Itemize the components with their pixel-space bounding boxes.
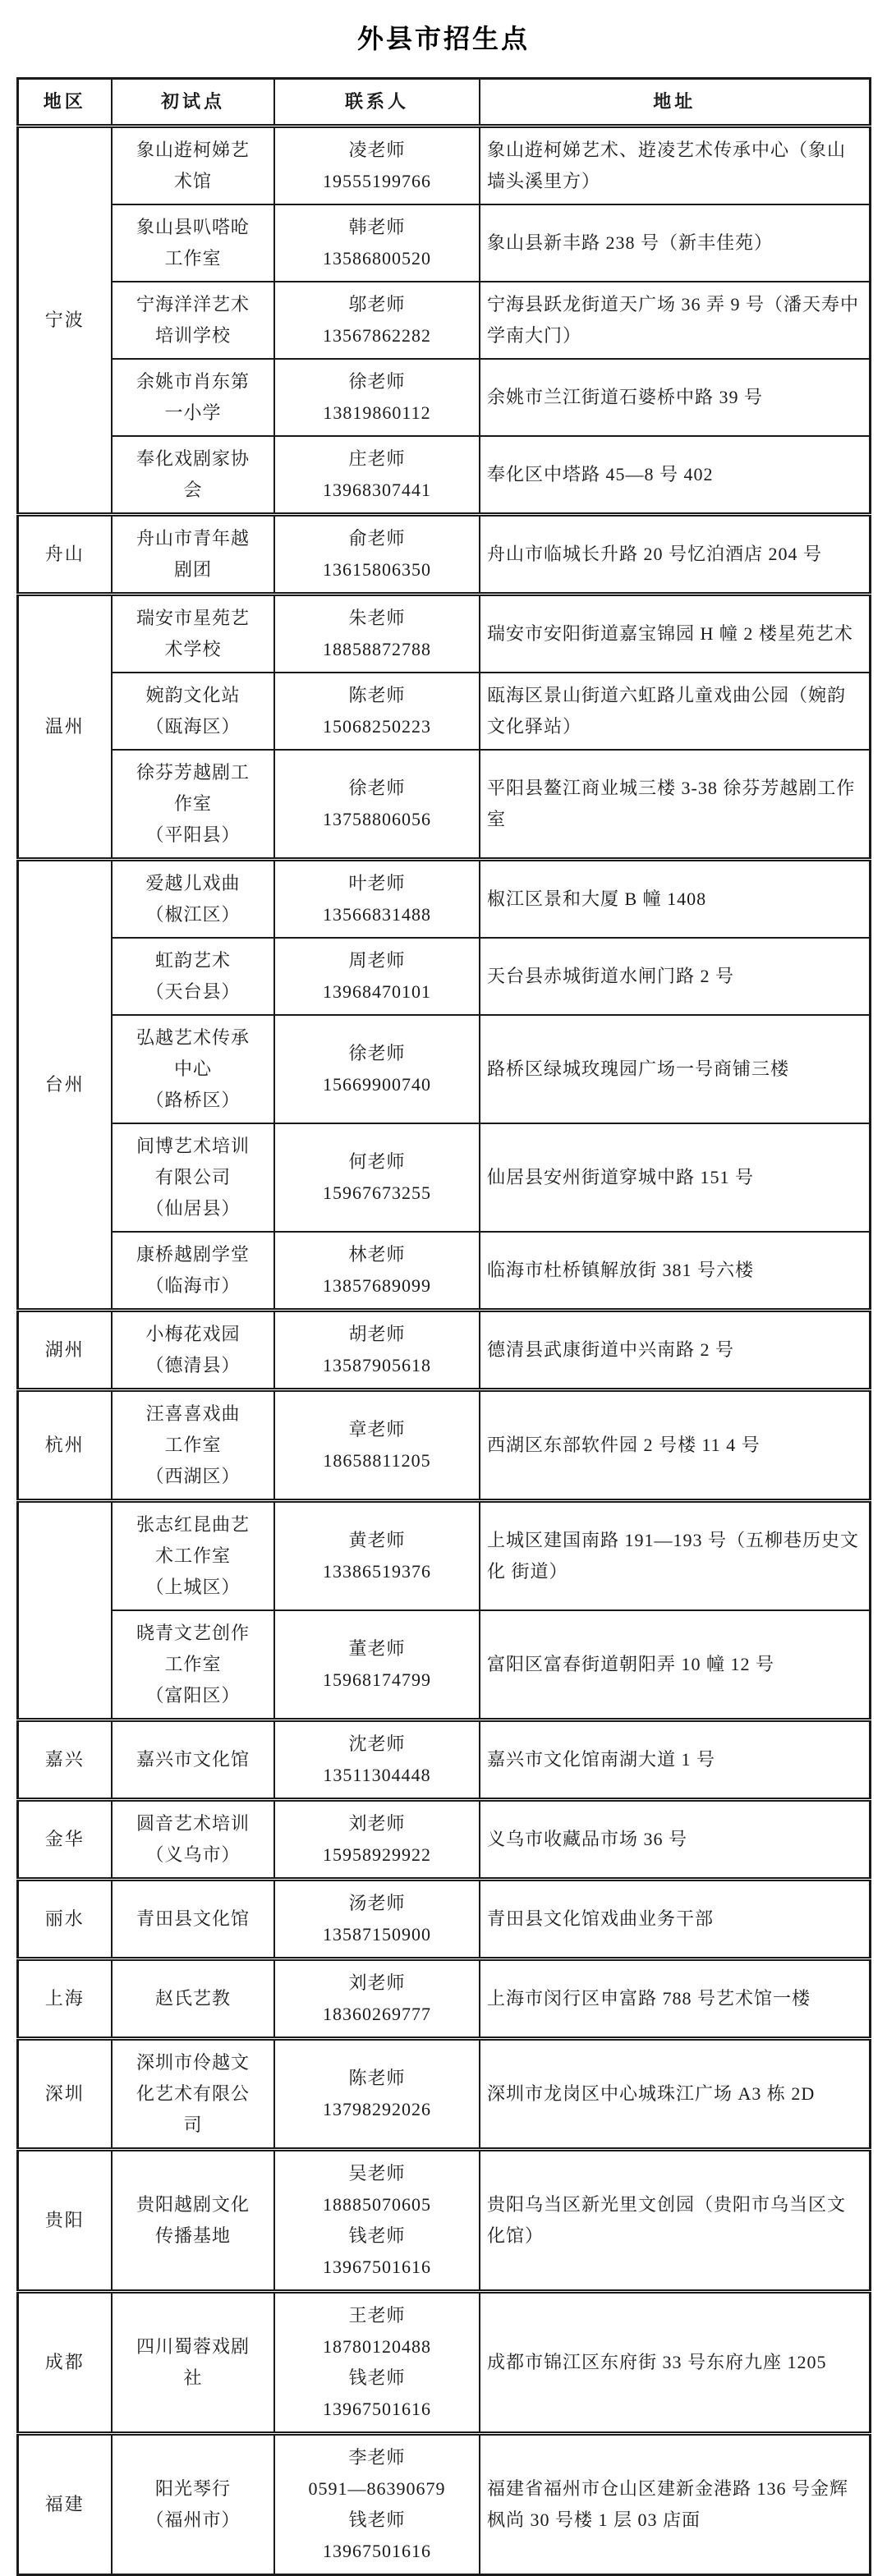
cell-line: 13615806350 — [323, 559, 431, 580]
cell-line: 何老师 — [348, 1151, 406, 1172]
region-cell: 上海 — [17, 1959, 112, 2039]
address-cell: 奉化区中塔路 45—8 号 402 — [480, 436, 870, 515]
table-header — [17, 79, 870, 126]
region-cell: 宁波 — [17, 126, 112, 515]
site-cell — [112, 1123, 274, 1232]
cell-line: 邬老师 — [348, 294, 406, 315]
table-row — [17, 2039, 870, 2150]
contact-cell — [274, 595, 480, 673]
table-row — [17, 1311, 870, 1390]
cell-line: 叶老师 — [348, 873, 406, 893]
address-cell: 成都市锦江区东府街 33 号东府九座 1205 — [480, 2292, 870, 2434]
address-cell: 路桥区绿城玫瑰园广场一号商铺三楼 — [480, 1015, 870, 1123]
header-address: 地址 — [480, 79, 870, 126]
site-cell — [112, 750, 274, 860]
cell-line: 13587150900 — [323, 1924, 431, 1945]
cell-line: 司 — [183, 2115, 203, 2135]
contact-cell — [274, 1880, 480, 1959]
region-cell: 湖州 — [17, 1311, 112, 1390]
site-cell — [112, 2150, 274, 2292]
cell-line: 13967501616 — [323, 2399, 431, 2419]
address-cell: 西湖区东部软件园 2 号楼 11 4 号 — [480, 1390, 870, 1501]
cell-line: 13511304448 — [323, 1765, 431, 1785]
contact-cell — [274, 938, 480, 1015]
cell-line: （上城区） — [145, 1577, 241, 1597]
site-cell — [112, 1720, 274, 1800]
address-cell: 临海市杜桥镇解放街 381 号六楼 — [480, 1232, 870, 1311]
cell-line: 术馆 — [173, 171, 212, 191]
cell-line: 18658811205 — [323, 1450, 431, 1471]
cell-line: 15958929922 — [323, 1844, 431, 1865]
region-cell: 丽水 — [17, 1880, 112, 1959]
site-cell — [112, 1880, 274, 1959]
cell-line: （瓯海区） — [145, 716, 241, 737]
address-cell: 德清县武康街道中兴南路 2 号 — [480, 1311, 870, 1390]
contact-cell — [274, 860, 480, 939]
address-cell: 青田县文化馆戏曲业务干部 — [480, 1880, 870, 1959]
cell-line: 凌老师 — [348, 140, 406, 160]
contact-cell — [274, 1311, 480, 1390]
site-cell — [112, 1959, 274, 2039]
cell-line: 黄老师 — [348, 1530, 406, 1550]
cell-line: 汤老师 — [348, 1893, 406, 1913]
cell-line: 13566831488 — [323, 904, 431, 925]
table-row — [17, 1232, 870, 1311]
cell-line: 晓青文艺创作 — [136, 1623, 250, 1643]
address-cell: 上海市闵行区申富路 788 号艺术馆一楼 — [480, 1959, 870, 2039]
address-cell: 瑞安市安阳街道嘉宝锦园 H 幢 2 楼星苑艺术 — [480, 595, 870, 673]
address-cell: 上城区建国南路 191—193 号（五柳巷历史文化 街道） — [480, 1501, 870, 1611]
address-cell: 富阳区富春街道朝阳弄 10 幢 12 号 — [480, 1610, 870, 1720]
address-cell: 天台县赤城街道水闸门路 2 号 — [480, 938, 870, 1015]
cell-line: 中心 — [173, 1058, 212, 1079]
page-title: 外县市招生点 — [356, 24, 530, 53]
table-row — [17, 673, 870, 750]
cell-line: 有限公司 — [154, 1167, 231, 1187]
cell-line: 余姚市肖东第 — [136, 371, 250, 392]
cell-line: 婉韵文化站 — [145, 685, 241, 705]
table-row — [17, 750, 870, 860]
cell-line: 社 — [183, 2367, 203, 2388]
region-cell: 深圳 — [17, 2039, 112, 2150]
cell-line: 刘老师 — [348, 1972, 406, 1993]
site-cell — [112, 595, 274, 673]
cell-line: （富阳区） — [145, 1685, 241, 1706]
cell-line: 深圳市伶越文 — [136, 2052, 250, 2073]
contact-cell — [274, 1390, 480, 1501]
header-contact: 联系人 — [274, 79, 480, 126]
contact-cell — [274, 1501, 480, 1611]
table-row — [17, 1123, 870, 1232]
address-cell: 余姚市兰江街道石婆桥中路 39 号 — [480, 359, 870, 436]
site-cell — [112, 938, 274, 1015]
site-cell — [112, 436, 274, 515]
contact-cell — [274, 2292, 480, 2434]
cell-line: （天台县） — [145, 981, 241, 1002]
site-cell — [112, 1610, 274, 1720]
cell-line: 青田县文化馆 — [136, 1908, 250, 1929]
table-row — [17, 1880, 870, 1959]
cell-line: 钱老师 — [348, 2367, 406, 2388]
cell-line: 13586800520 — [323, 248, 431, 269]
region-cell: 台州 — [17, 860, 112, 1311]
cell-line: 朱老师 — [348, 608, 406, 628]
contact-cell — [274, 1232, 480, 1311]
cell-line: 象山逰柯娣艺 — [136, 140, 250, 160]
cell-line: 象山县叭嗒呛 — [136, 217, 250, 237]
region-cell — [17, 1501, 112, 1720]
site-cell — [112, 1232, 274, 1311]
contact-cell — [274, 515, 480, 595]
cell-line: 小梅花戏园 — [145, 1324, 241, 1344]
cell-line: 康桥越剧学堂 — [136, 1244, 250, 1265]
cell-line: 宁海洋洋艺术 — [136, 294, 250, 315]
contact-cell — [274, 1610, 480, 1720]
cell-line: 林老师 — [348, 1244, 406, 1265]
table-row — [17, 436, 870, 515]
cell-line: 舟山市青年越 — [136, 528, 250, 549]
contact-cell — [274, 126, 480, 205]
address-cell: 平阳县鳌江商业城三楼 3-38 徐芬芳越剧工作室 — [480, 750, 870, 860]
cell-line: （义乌市） — [145, 1844, 241, 1865]
cell-line: 工作室 — [164, 1435, 222, 1455]
site-cell — [112, 126, 274, 205]
site-cell — [112, 1015, 274, 1123]
cell-line: 13386519376 — [323, 1561, 431, 1582]
address-cell: 椒江区景和大厦 B 幢 1408 — [480, 860, 870, 939]
region-cell: 嘉兴 — [17, 1720, 112, 1800]
cell-line: 一小学 — [164, 402, 222, 423]
cell-line: 术工作室 — [154, 1545, 231, 1566]
region-cell: 成都 — [17, 2292, 112, 2434]
contact-cell — [274, 1959, 480, 2039]
cell-line: 圆音艺术培训 — [136, 1813, 250, 1834]
contact-cell — [274, 282, 480, 359]
cell-line: 阳光琴行 — [154, 2478, 231, 2499]
cell-line: 胡老师 — [348, 1324, 406, 1344]
cell-line: 15669900740 — [323, 1074, 431, 1095]
cell-line: 吴老师 — [348, 2163, 406, 2183]
cell-line: 张志红昆曲艺 — [136, 1514, 250, 1535]
cell-line: 徐芬芳越剧工 — [136, 762, 250, 783]
header-site: 初试点 — [112, 79, 274, 126]
address-cell: 瓯海区景山街道六虹路儿童戏曲公园（婉韵文化驿站） — [480, 673, 870, 750]
cell-line: 韩老师 — [348, 217, 406, 237]
contact-cell — [274, 204, 480, 282]
table-row — [17, 1610, 870, 1720]
cell-line: 工作室 — [164, 1654, 222, 1674]
cell-line: （椒江区） — [145, 904, 241, 925]
cell-line: 爱越儿戏曲 — [145, 873, 241, 893]
cell-line: 培训学校 — [154, 325, 231, 346]
cell-line: 王老师 — [348, 2305, 406, 2326]
cell-line: 四川蜀蓉戏剧 — [136, 2336, 250, 2357]
cell-line: 钱老师 — [348, 2225, 406, 2246]
table-row — [17, 2292, 870, 2434]
cell-line: 沈老师 — [348, 1733, 406, 1754]
contact-cell — [274, 1015, 480, 1123]
cell-line: 工作室 — [164, 248, 222, 269]
cell-line: 董老师 — [348, 1638, 406, 1659]
cell-line: 贵阳越剧文化 — [136, 2194, 250, 2215]
table-row — [17, 595, 870, 673]
table-row — [17, 1390, 870, 1501]
table-row — [17, 359, 870, 436]
address-cell: 嘉兴市文化馆南湖大道 1 号 — [480, 1720, 870, 1800]
table-row — [17, 282, 870, 359]
cell-line: 周老师 — [348, 950, 406, 971]
cell-line: 赵氏艺教 — [154, 1988, 231, 2009]
cell-line: 15068250223 — [323, 716, 431, 737]
cell-line: （平阳县） — [145, 824, 241, 845]
region-cell: 金华 — [17, 1800, 112, 1880]
site-cell — [112, 2292, 274, 2434]
address-cell: 宁海县跃龙街道天广场 36 弄 9 号（潘天寿中学南大门） — [480, 282, 870, 359]
cell-line: 奉化戏剧家协 — [136, 448, 250, 469]
address-cell: 贵阳乌当区新光里文创园（贵阳市乌当区文化馆） — [480, 2150, 870, 2292]
contact-cell — [274, 2039, 480, 2150]
site-cell — [112, 1800, 274, 1880]
cell-line: 弘越艺术传承 — [136, 1027, 250, 1048]
cell-line: 陈老师 — [348, 2068, 406, 2088]
address-cell: 福建省福州市仓山区建新金港路 136 号金辉枫尚 30 号楼 1 层 03 店面 — [480, 2434, 870, 2575]
cell-line: 会 — [183, 480, 203, 500]
contact-cell — [274, 2150, 480, 2292]
cell-line: 19555199766 — [323, 171, 431, 191]
cell-line: 13968307441 — [323, 480, 431, 500]
cell-line: 作室 — [173, 793, 212, 814]
cell-line: 15967673255 — [323, 1182, 431, 1203]
table-row — [17, 126, 870, 205]
address-cell: 仙居县安州街道穿城中路 151 号 — [480, 1123, 870, 1232]
address-cell: 舟山市临城长升路 20 号忆泊酒店 204 号 — [480, 515, 870, 595]
site-cell — [112, 1311, 274, 1390]
cell-line: （福州市） — [145, 2509, 241, 2530]
table-row — [17, 860, 870, 939]
table-row — [17, 2150, 870, 2292]
table-row — [17, 1501, 870, 1611]
contact-cell — [274, 750, 480, 860]
table-row — [17, 1720, 870, 1800]
contact-cell — [274, 359, 480, 436]
table-row — [17, 515, 870, 595]
contact-cell — [274, 2434, 480, 2575]
cell-line: （仙居县） — [145, 1198, 241, 1219]
address-cell: 象山县新丰路 238 号（新丰佳苑） — [480, 204, 870, 282]
address-cell: 深圳市龙岗区中心城珠江广场 A3 栋 2D — [480, 2039, 870, 2150]
region-cell: 杭州 — [17, 1390, 112, 1501]
header-region: 地区 — [17, 79, 112, 126]
region-cell: 贵阳 — [17, 2150, 112, 2292]
table-row — [17, 1800, 870, 1880]
table-row — [17, 1959, 870, 2039]
cell-line: 化艺术有限公 — [136, 2083, 250, 2104]
table-body — [17, 126, 870, 2575]
cell-line: 13758806056 — [323, 809, 431, 829]
cell-line: 徐老师 — [348, 371, 406, 392]
cell-line: 刘老师 — [348, 1813, 406, 1834]
address-cell: 象山逰柯娣艺术、逰凌艺术传承中心（象山墙头溪里方） — [480, 126, 870, 205]
site-cell — [112, 2039, 274, 2150]
table-row — [17, 2434, 870, 2575]
address-cell: 义乌市收藏品市场 36 号 — [480, 1800, 870, 1880]
region-cell: 福建 — [17, 2434, 112, 2575]
cell-line: 13967501616 — [323, 2541, 431, 2561]
cell-line: 18858872788 — [323, 639, 431, 659]
cell-line: 13819860112 — [323, 402, 431, 423]
site-cell — [112, 1390, 274, 1501]
site-cell — [112, 673, 274, 750]
cell-line: 13968470101 — [323, 981, 431, 1002]
cell-line: （德清县） — [145, 1355, 241, 1375]
cell-line: 虹韵艺术 — [154, 950, 231, 971]
cell-line: 13567862282 — [323, 325, 431, 346]
site-cell — [112, 2434, 274, 2575]
cell-line: 庄老师 — [348, 448, 406, 469]
cell-line: 0591—86390679 — [308, 2478, 446, 2499]
region-cell: 温州 — [17, 595, 112, 860]
site-cell — [112, 515, 274, 595]
cell-line: 瑞安市星苑艺 — [136, 608, 250, 628]
cell-line: 汪喜喜戏曲 — [145, 1403, 241, 1424]
cell-line: （临海市） — [145, 1275, 241, 1296]
cell-line: 13857689099 — [323, 1275, 431, 1296]
cell-line: 18360269777 — [323, 2004, 431, 2024]
cell-line: 李老师 — [348, 2447, 406, 2468]
cell-line: 13967501616 — [323, 2257, 431, 2277]
site-cell — [112, 282, 274, 359]
header-row — [17, 79, 870, 126]
site-cell — [112, 860, 274, 939]
cell-line: 钱老师 — [348, 2509, 406, 2530]
cell-line: 13587905618 — [323, 1355, 431, 1375]
cell-line: 间博艺术培训 — [136, 1136, 250, 1156]
cell-line: 13798292026 — [323, 2099, 431, 2119]
site-cell — [112, 359, 274, 436]
table-row — [17, 1015, 870, 1123]
contact-cell — [274, 1720, 480, 1800]
contact-cell — [274, 436, 480, 515]
site-cell — [112, 1501, 274, 1611]
cell-line: 18780120488 — [323, 2336, 431, 2357]
cell-line: （路桥区） — [145, 1090, 241, 1110]
region-cell: 舟山 — [17, 515, 112, 595]
cell-line: 徐老师 — [348, 778, 406, 798]
cell-line: 陈老师 — [348, 685, 406, 705]
recruitment-points-table — [16, 77, 871, 2576]
table-row — [17, 938, 870, 1015]
cell-line: 15968174799 — [323, 1669, 431, 1690]
cell-line: 章老师 — [348, 1419, 406, 1440]
contact-cell — [274, 1800, 480, 1880]
contact-cell — [274, 1123, 480, 1232]
contact-cell — [274, 673, 480, 750]
cell-line: 嘉兴市文化馆 — [136, 1749, 250, 1770]
cell-line: 术学校 — [164, 639, 222, 659]
cell-line: 18885070605 — [323, 2194, 431, 2215]
cell-line: 剧团 — [173, 559, 212, 580]
cell-line: （西湖区） — [145, 1466, 241, 1486]
cell-line: 传播基地 — [154, 2225, 231, 2246]
site-cell — [112, 204, 274, 282]
table-row — [17, 204, 870, 282]
cell-line: 俞老师 — [348, 528, 406, 549]
cell-line: 徐老师 — [348, 1043, 406, 1063]
